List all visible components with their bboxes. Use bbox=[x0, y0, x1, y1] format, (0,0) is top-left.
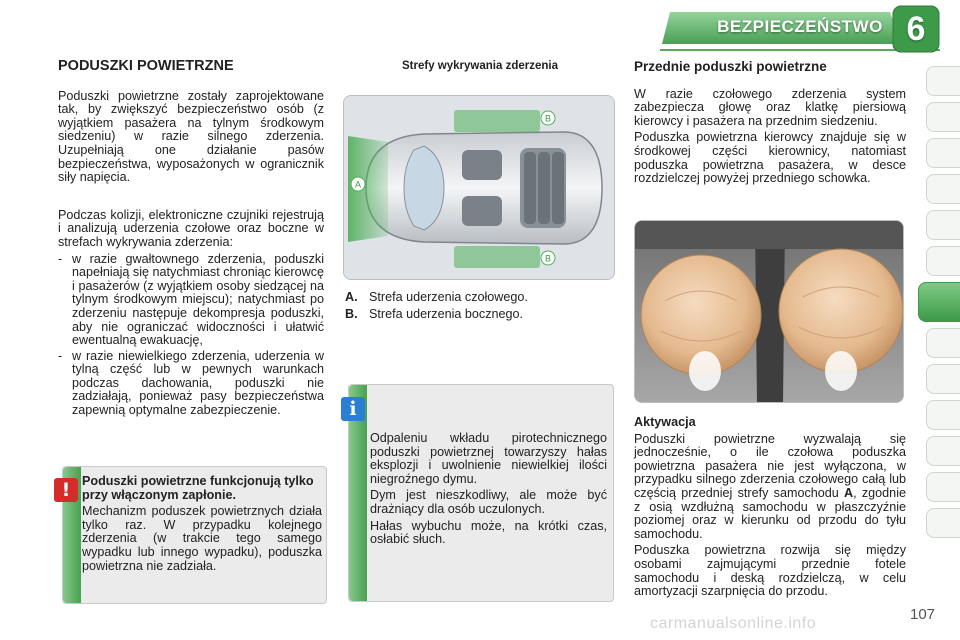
warning-exclamation-icon: ! bbox=[54, 478, 78, 502]
legend-key: B. bbox=[345, 307, 358, 321]
warning-body: Mechanizm poduszek powietrznych działa tylko raz. W przypadku kolejnego zderzenia (w trakcie tego samego wypadku lub innego wypadku), poduszka powietrzna nie zadziała. bbox=[82, 504, 322, 573]
legend-item-b bbox=[345, 307, 523, 321]
chapter-tab[interactable] bbox=[926, 364, 960, 394]
bullet-item bbox=[58, 253, 324, 348]
section-subtitle: Przednie poduszki powietrzne bbox=[634, 59, 827, 74]
car-top-view-illustration bbox=[344, 96, 615, 280]
chapter-tab[interactable] bbox=[926, 246, 960, 276]
figure-caption: Strefy wykrywania zderzenia bbox=[402, 60, 558, 72]
left-column bbox=[58, 60, 324, 420]
info-text bbox=[370, 432, 607, 550]
bullet-text: w razie niewielkiego zderzenia, uderzenia w tylną część lub w pewnych warunkach podczas dachowania, poduszki nie zadziałają, ponieważ pasy bezpieczeństwa zapewnią optymalne zabezpieczenie. bbox=[72, 348, 324, 418]
zone-label-b: B bbox=[544, 253, 552, 264]
legend-text: Strefa uderzenia bocznego. bbox=[369, 307, 524, 321]
info-paragraph: Odpaleniu wkładu pirotechnicznego poduszki powietrznej towarzyszy hałas eksplozji i uwolnienie niewielkiej ilości niegroźnego dymu. bbox=[370, 431, 607, 486]
chapter-tab[interactable] bbox=[926, 508, 960, 538]
chapter-tab[interactable] bbox=[926, 210, 960, 240]
chapter-tab[interactable] bbox=[926, 328, 960, 358]
activation-text: Poduszki powietrzne wyzwalają się jednocześnie, o ile czołowa poduszka powietrzna pasażera nie jest wyłączona, w przypadku silnego zderzenia czołowego całą lub częścią przedniej strefy samochodu bbox=[634, 431, 906, 500]
info-icon: i bbox=[341, 397, 365, 421]
chapter-tab[interactable] bbox=[926, 472, 960, 502]
front-airbags-location-paragraph: Poduszka powietrzna kierowcy znajduje się w środkowej części kierownicy, natomiast poduszka powietrzna pasażera, w desce rozdzielczej powyżej przedniego schowka. bbox=[634, 130, 906, 186]
chapter-tab[interactable] bbox=[926, 436, 960, 466]
activation-paragraph bbox=[634, 433, 906, 542]
zone-label-a: A bbox=[354, 179, 362, 190]
bullet-dash: - bbox=[58, 251, 63, 266]
section-title: PODUSZKI POWIETRZNE bbox=[58, 58, 234, 74]
chapter-tab[interactable] bbox=[926, 138, 960, 168]
info-paragraph: Dym jest nieszkodliwy, ale może być drażniący dla osób uczulonych. bbox=[370, 488, 607, 516]
chapter-tab[interactable] bbox=[926, 102, 960, 132]
chapter-number-badge: 6 bbox=[906, 10, 926, 48]
activation-section bbox=[634, 416, 906, 602]
deployed-airbags-illustration bbox=[635, 221, 904, 403]
zone-label-b: B bbox=[544, 113, 552, 124]
page-number: 107 bbox=[910, 606, 936, 623]
car-collision-zones-figure bbox=[343, 95, 615, 280]
collision-paragraph: Podczas kolizji, elektroniczne czujniki rejestrują i analizują uderzenia czołowe oraz boczne w strefach wykrywania zderzenia: bbox=[58, 207, 324, 249]
activation-heading: Aktywacja bbox=[634, 415, 696, 429]
legend-item-a bbox=[345, 290, 528, 304]
intro-paragraph: Poduszki powietrzne zostały zaprojektowane tak, by zwiększyć bezpieczeństwo osób (z wyjątkiem pasażera na tylnym środkowym siedzeniu) w razie silnego zderzenia. Uzupełniają one działanie pasów bezpieczeństwa, wyposażonych w ogranicznik siły napięcia. bbox=[58, 88, 324, 185]
front-airbags-paragraph: W razie czołowego zderzenia system zabezpiecza głowę oraz klatkę piersiową kierowcy i pasażera na przednim siedzeniu. bbox=[634, 86, 906, 128]
chapter-tab[interactable] bbox=[926, 174, 960, 204]
activation-text: , zgodnie z osią wzdłużną samochodu w płaszczyźnie poziomej oraz w kierunku od przodu do tyłu samochodu. bbox=[634, 485, 906, 541]
watermark: carmanualsonline.info bbox=[650, 615, 817, 632]
middle-column bbox=[345, 60, 615, 86]
chapter-tabs bbox=[926, 66, 960, 544]
warning-heading: Poduszki powietrzne funkcjonują tylko przy włączonym zapłonie. bbox=[82, 474, 314, 502]
chapter-title: BEZPIECZEŃSTWO bbox=[717, 17, 883, 36]
info-paragraph: Hałas wybuchu może, na krótki czas, osłabić słuch. bbox=[370, 518, 607, 547]
chapter-tab[interactable] bbox=[926, 66, 960, 96]
zone-reference: A bbox=[844, 485, 854, 500]
front-airbags-figure bbox=[634, 220, 904, 403]
warning-text bbox=[82, 475, 322, 576]
chapter-tab-active[interactable] bbox=[918, 282, 960, 322]
activation-deploy-paragraph: Poduszka powietrzna rozwija się między osobami zajmującymi przednie fotele samochodu i deską rozdzielczą, w celu amortyzacji szarpnięcia do przodu. bbox=[634, 543, 906, 599]
bullet-item bbox=[58, 350, 324, 418]
bullet-text: w razie gwałtownego zderzenia, poduszki napełniają się natychmiast chroniąc kierowcę i pasażerów (z wyjątkiem osoby siedzącej na tylnym środkowym miejscu); natychmiast po zderzeniu następuje dekompresja poduszki, aby nie ograniczać widoczności i ułatwić ewentualną ewakuację, bbox=[72, 251, 325, 348]
legend-text: Strefa uderzenia czołowego. bbox=[369, 290, 528, 304]
legend-key: A. bbox=[345, 290, 358, 304]
chapter-tab[interactable] bbox=[926, 400, 960, 430]
bullet-dash: - bbox=[58, 348, 63, 363]
right-column-top bbox=[634, 60, 906, 189]
